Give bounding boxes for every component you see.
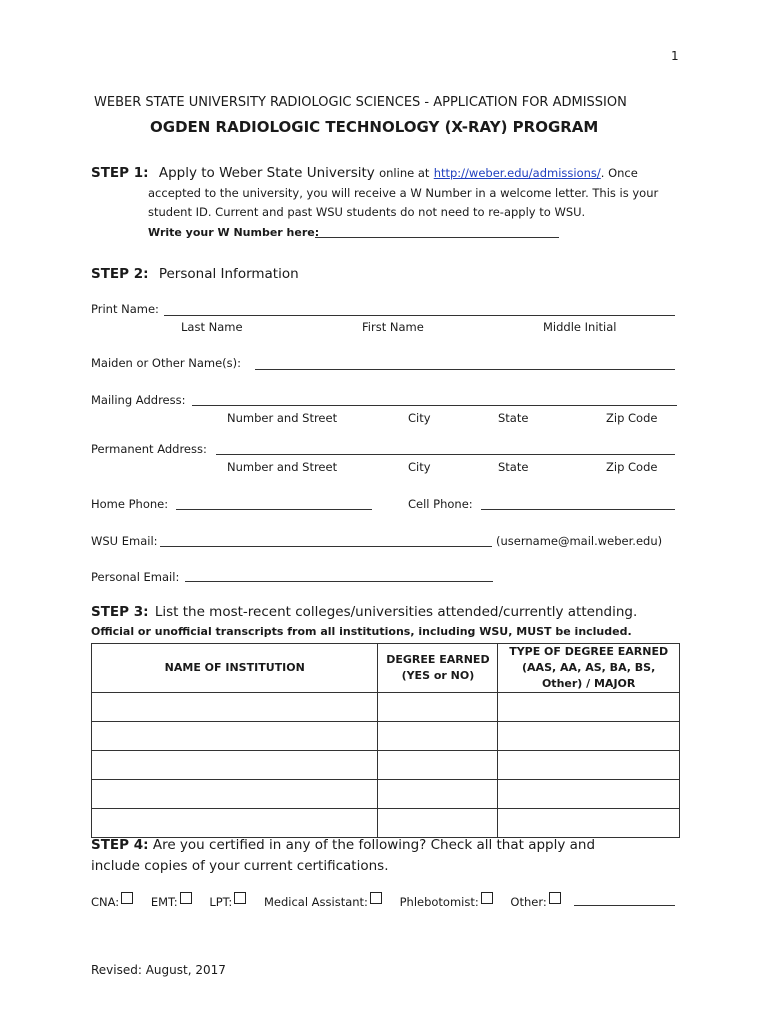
middle-initial-caption: Middle Initial — [543, 320, 617, 334]
institutions-table — [91, 643, 680, 838]
table-row — [92, 722, 680, 751]
mailing-city-caption: City — [408, 411, 431, 425]
step4-label: STEP 4: — [91, 837, 149, 853]
type-cell[interactable] — [498, 780, 680, 809]
institution-cell[interactable] — [92, 722, 378, 751]
transcripts-note: Official or unofficial transcripts from all institutions, including WSU, MUST be included. — [91, 625, 632, 638]
col-header-degree: DEGREE EARNED (YES or NO) — [378, 644, 498, 693]
wsu-email-hint: (username@mail.weber.edu) — [496, 534, 663, 548]
table-row — [92, 751, 680, 780]
step2-label: STEP 2: — [91, 266, 149, 282]
page-number: 1 — [671, 49, 679, 63]
degree-cell[interactable] — [378, 751, 498, 780]
type-cell[interactable] — [498, 751, 680, 780]
step3-heading-row — [91, 604, 637, 620]
print-name-label: Print Name: — [91, 302, 159, 316]
step1-heading: Apply to Weber State University — [158, 165, 375, 181]
home-phone-field[interactable] — [176, 509, 372, 510]
col-header-institution: NAME OF INSTITUTION — [92, 644, 378, 693]
permanent-zip-caption: Zip Code — [606, 460, 658, 474]
type-cell[interactable] — [498, 722, 680, 751]
medical-assistant-checkbox[interactable] — [370, 892, 382, 904]
home-phone-label: Home Phone: — [91, 497, 169, 511]
institution-cell[interactable] — [92, 780, 378, 809]
step1-text-a: online at — [379, 166, 430, 180]
step4-heading-1: Are you certified in any of the following? Check all that apply and — [152, 837, 596, 853]
form-title: OGDEN RADIOLOGIC TECHNOLOGY (X-RAY) PROGRAM — [150, 118, 599, 136]
degree-cell[interactable] — [378, 809, 498, 838]
mailing-street-caption: Number and Street — [227, 411, 338, 425]
phlebotomist-label: Phlebotomist: — [399, 895, 479, 909]
cna-checkbox[interactable] — [121, 892, 133, 904]
institution-cell[interactable] — [92, 751, 378, 780]
permanent-city-caption: City — [408, 460, 431, 474]
w-number-label: Write your W Number here: — [148, 226, 320, 239]
step2-heading-row — [91, 266, 299, 282]
wsu-email-label: WSU Email: — [91, 534, 158, 548]
step1-text-b: . Once — [600, 166, 638, 180]
table-row — [92, 693, 680, 722]
permanent-address-label: Permanent Address: — [91, 442, 207, 456]
table-row — [92, 780, 680, 809]
step1-heading-row — [91, 165, 638, 181]
cert-options-row — [91, 892, 561, 909]
degree-cell[interactable] — [378, 780, 498, 809]
revision-date: Revised: August, 2017 — [91, 963, 226, 977]
mailing-address-field[interactable] — [192, 405, 677, 406]
degree-cell[interactable] — [378, 722, 498, 751]
last-name-caption: Last Name — [181, 320, 243, 334]
cell-phone-field[interactable] — [481, 509, 675, 510]
type-cell[interactable] — [498, 809, 680, 838]
step2-heading: Personal Information — [158, 266, 299, 282]
personal-email-label: Personal Email: — [91, 570, 180, 584]
medical-assistant-label: Medical Assistant: — [263, 895, 368, 909]
emt-label: EMT: — [150, 895, 178, 909]
institution-cell[interactable] — [92, 693, 378, 722]
lpt-checkbox[interactable] — [234, 892, 246, 904]
institution-cell[interactable] — [92, 809, 378, 838]
other-checkbox[interactable] — [549, 892, 561, 904]
cell-phone-label: Cell Phone: — [408, 497, 473, 511]
table-row — [92, 809, 680, 838]
lpt-label: LPT: — [209, 895, 233, 909]
personal-email-field[interactable] — [185, 581, 493, 582]
print-name-field[interactable] — [164, 315, 675, 316]
step3-heading: List the most-recent colleges/universities attended/currently attending. — [154, 604, 638, 620]
w-number-field[interactable] — [315, 237, 559, 238]
step1-label: STEP 1: — [91, 165, 149, 181]
other-specify-field[interactable] — [574, 905, 675, 906]
maiden-name-field[interactable] — [255, 369, 675, 370]
type-cell[interactable] — [498, 693, 680, 722]
form-header-institution: WEBER STATE UNIVERSITY RADIOLOGIC SCIENCES - APPLICATION FOR ADMISSION — [94, 95, 627, 110]
emt-checkbox[interactable] — [180, 892, 192, 904]
permanent-state-caption: State — [498, 460, 529, 474]
table-header-row — [92, 644, 680, 693]
mailing-zip-caption: Zip Code — [606, 411, 658, 425]
mailing-address-label: Mailing Address: — [91, 393, 186, 407]
maiden-name-label: Maiden or Other Name(s): — [91, 356, 241, 370]
degree-cell[interactable] — [378, 693, 498, 722]
step4-heading-row — [91, 837, 595, 853]
step1-line2: accepted to the university, you will receive a W Number in a welcome letter. This is your — [148, 186, 659, 200]
step1-line3: student ID. Current and past WSU students do not need to re-apply to WSU. — [148, 205, 586, 219]
other-label: Other: — [510, 895, 547, 909]
step4-heading-2: include copies of your current certifications. — [91, 858, 389, 874]
mailing-state-caption: State — [498, 411, 529, 425]
step3-label: STEP 3: — [91, 604, 149, 620]
permanent-street-caption: Number and Street — [227, 460, 338, 474]
permanent-address-field[interactable] — [216, 454, 675, 455]
admissions-link[interactable]: http://weber.edu/admissions/ — [433, 166, 601, 180]
first-name-caption: First Name — [362, 320, 424, 334]
col-header-type: TYPE OF DEGREE EARNED (AAS, AA, AS, BA, BS, Other) / MAJOR — [498, 644, 680, 693]
cna-label: CNA: — [91, 895, 120, 909]
wsu-email-field[interactable] — [160, 546, 492, 547]
phlebotomist-checkbox[interactable] — [481, 892, 493, 904]
